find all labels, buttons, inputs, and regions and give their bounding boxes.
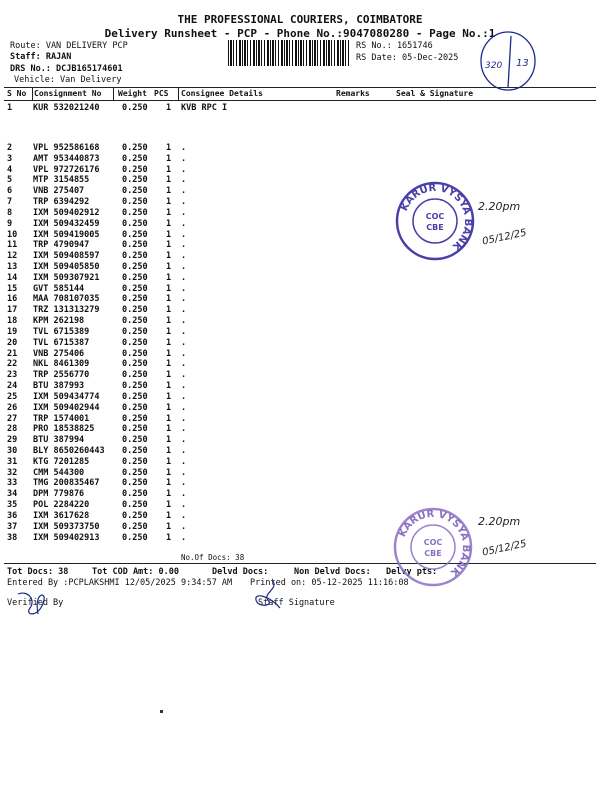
row-consignment: IXM 509408597 — [33, 251, 100, 262]
row-consignment: IXM 509307921 — [33, 272, 100, 283]
row-details: . — [181, 207, 187, 218]
row-details: KVB RPC I — [181, 103, 228, 113]
row-consignment: VPL 952586168 — [33, 143, 100, 153]
row-weight: 0.250 — [122, 197, 148, 208]
row-sno: 34 — [7, 489, 18, 500]
row-weight: 0.250 — [122, 456, 148, 467]
row-pcs: 1 — [166, 229, 172, 240]
row-sno: 21 — [7, 348, 18, 359]
row-sno: 22 — [7, 359, 18, 370]
bank-seal — [394, 180, 476, 262]
entered-by: Entered By :PCPLAKSHMI 12/05/2025 9:34:57 AM — [7, 578, 233, 588]
row-consignment: TRZ 131313279 — [33, 305, 100, 316]
row-weight: 0.250 — [122, 489, 148, 500]
row-consignment: VNB 275407 — [33, 186, 85, 197]
row-weight: 0.250 — [122, 391, 148, 402]
row-details: . — [181, 402, 187, 413]
page-note-2: 13 — [516, 58, 529, 69]
row-weight: 0.250 — [122, 413, 148, 424]
row-details: . — [181, 424, 187, 435]
row-sno: 11 — [7, 240, 18, 251]
drs-number: DRS No.: DCJB165174601 — [10, 64, 123, 74]
row-consignment: IXM 509434774 — [33, 391, 100, 402]
row-pcs: 1 — [166, 251, 172, 262]
row-pcs: 1 — [166, 240, 172, 251]
row-details: . — [181, 337, 187, 348]
row-consignment: TRP 1574001 — [33, 413, 90, 424]
row-sno: 32 — [7, 467, 18, 478]
row-details: . — [181, 175, 187, 186]
row-consignment: TRP 2556770 — [33, 370, 90, 381]
row-consignment: BTU 387993 — [33, 381, 85, 392]
row-sno: 14 — [7, 272, 18, 283]
row-pcs: 1 — [166, 294, 172, 305]
row-sno: 31 — [7, 456, 18, 467]
row-consignment: IXM 509402913 — [33, 532, 100, 543]
row-details: . — [181, 489, 187, 500]
row-pcs: 1 — [166, 348, 172, 359]
row-consignment: IXM 509402944 — [33, 402, 100, 413]
tot-cod: Tot COD Amt: 0.00 — [92, 567, 179, 577]
row-consignment: BTU 387994 — [33, 435, 85, 446]
row-pcs: 1 — [166, 316, 172, 327]
row-pcs: 1 — [166, 262, 172, 273]
row-consignment: DPM 779876 — [33, 489, 85, 500]
col-weight: Weight — [118, 89, 147, 98]
row-weight: 0.250 — [122, 510, 148, 521]
row-pcs: 1 — [166, 445, 172, 456]
row-sno: 35 — [7, 500, 18, 511]
col-details: Consignee Details — [181, 89, 263, 98]
row-weight: 0.250 — [122, 294, 148, 305]
handwritten-date-1: 05/12/25 — [481, 227, 528, 248]
staff-label: Staff: RAJAN — [10, 52, 72, 62]
row-consignment: BLY 8650260443 — [33, 445, 105, 456]
row-consignment: MTP 3154855 — [33, 175, 90, 186]
row-consignment: TRP 4790947 — [33, 240, 90, 251]
row-sno: 33 — [7, 478, 18, 489]
row-weight: 0.250 — [122, 283, 148, 294]
row-sno: 25 — [7, 391, 18, 402]
no-of-docs: No.Of Docs: 38 — [181, 553, 245, 562]
row-pcs: 1 — [166, 413, 172, 424]
row-sno: 1 — [7, 103, 13, 113]
row-pcs: 1 — [166, 510, 172, 521]
row-pcs: 1 — [166, 103, 172, 113]
row-sno: 16 — [7, 294, 18, 305]
row-sno: 15 — [7, 283, 18, 294]
row-details: . — [181, 326, 187, 337]
row-pcs: 1 — [166, 532, 172, 543]
runsheet-subtitle: Delivery Runsheet - PCP - Phone No.:9047080280 - Page No.:1 — [104, 27, 496, 40]
row-sno: 10 — [7, 229, 18, 240]
row-weight: 0.250 — [122, 240, 148, 251]
delvy-pts: Delvy pts: — [386, 567, 438, 577]
staff-signature: Staff Signature — [258, 598, 335, 608]
col-pcs: PCS — [154, 89, 169, 98]
row-weight: 0.250 — [122, 435, 148, 446]
row-pcs: 1 — [166, 175, 172, 186]
row-pcs: 1 — [166, 402, 172, 413]
row-details: . — [181, 153, 187, 164]
col-divider — [32, 88, 33, 100]
row-sno: 28 — [7, 424, 18, 435]
row-consignment: IXM 509373750 — [33, 521, 100, 532]
row-pcs: 1 — [166, 207, 172, 218]
row-pcs: 1 — [166, 326, 172, 337]
row-pcs: 1 — [166, 337, 172, 348]
row-weight: 0.250 — [122, 478, 148, 489]
row-sno: 37 — [7, 521, 18, 532]
row-consignment: TMG 200835467 — [33, 478, 100, 489]
row-details: . — [181, 348, 187, 359]
row-details: . — [181, 359, 187, 370]
row-consignment: IXM 509405850 — [33, 262, 100, 273]
row-sno: 7 — [7, 197, 13, 208]
seal-2-bank-name: KARUR VYSYA BANK — [397, 508, 472, 578]
row-details: . — [181, 305, 187, 316]
row-weight: 0.250 — [122, 337, 148, 348]
row-details: . — [181, 478, 187, 489]
rs-number: RS No.: 1651746 — [356, 41, 433, 51]
row-sno: 27 — [7, 413, 18, 424]
row-consignment: CMM 544300 — [33, 467, 85, 478]
row-pcs: 1 — [166, 197, 172, 208]
rs-date: RS Date: 05-Dec-2025 — [356, 53, 459, 63]
verified-by: Verified By — [7, 598, 64, 608]
row-details: . — [181, 186, 187, 197]
row-weight: 0.250 — [122, 305, 148, 316]
row-details: . — [181, 435, 187, 446]
row-weight: 0.250 — [122, 326, 148, 337]
row-details: . — [181, 294, 187, 305]
totals-rule — [4, 563, 596, 564]
row-details: . — [181, 391, 187, 402]
row-weight: 0.250 — [122, 381, 148, 392]
row-sno: 17 — [7, 305, 18, 316]
row-details: . — [181, 500, 187, 511]
row-details: . — [181, 272, 187, 283]
row-details: . — [181, 381, 187, 392]
row-details: . — [181, 262, 187, 273]
row-pcs: 1 — [166, 435, 172, 446]
verified-signature — [14, 588, 54, 620]
row-pcs: 1 — [166, 359, 172, 370]
seal-bank-name: KARUR VYSYA BANK — [399, 182, 474, 252]
row-details: . — [181, 532, 187, 543]
row-pcs: 1 — [166, 143, 172, 153]
row-weight: 0.250 — [122, 218, 148, 229]
row-details: . — [181, 240, 187, 251]
row-pcs: 1 — [166, 391, 172, 402]
row-pcs: 1 — [166, 218, 172, 229]
row-pcs: 1 — [166, 381, 172, 392]
non-delvd-docs: Non Delvd Docs: — [294, 567, 371, 577]
row-weight: 0.250 — [122, 103, 148, 113]
row-sno: 24 — [7, 381, 18, 392]
row-consignment: IXM 3617628 — [33, 510, 90, 521]
row-sno: 19 — [7, 326, 18, 337]
row-consignment: MAA 708107035 — [33, 294, 100, 305]
row-weight: 0.250 — [122, 262, 148, 273]
row-pcs: 1 — [166, 456, 172, 467]
row-consignment: IXM 509432459 — [33, 218, 100, 229]
row-sno: 29 — [7, 435, 18, 446]
row-consignment: VPL 972726176 — [33, 164, 100, 175]
row-weight: 0.250 — [122, 272, 148, 283]
row-details: . — [181, 510, 187, 521]
speck — [160, 710, 163, 713]
row-consignment: IXM 509402912 — [33, 207, 100, 218]
row-pcs: 1 — [166, 305, 172, 316]
row-details: . — [181, 445, 187, 456]
row-sno: 3 — [7, 153, 13, 164]
row-pcs: 1 — [166, 489, 172, 500]
row-consignment: NKL 8461309 — [33, 359, 90, 370]
row-details: . — [181, 283, 187, 294]
row-sno: 4 — [7, 164, 13, 175]
row-consignment: KTG 7201285 — [33, 456, 90, 467]
row-consignment: GVT 585144 — [33, 283, 85, 294]
row-details: . — [181, 316, 187, 327]
tot-docs: Tot Docs: 38 — [7, 567, 69, 577]
row-details: . — [181, 229, 187, 240]
row-sno: 13 — [7, 262, 18, 273]
delvd-docs: Delvd Docs: — [212, 567, 269, 577]
seal-2-inner-2: CBE — [424, 549, 442, 558]
row-sno: 18 — [7, 316, 18, 327]
row-weight: 0.250 — [122, 424, 148, 435]
vehicle-label: Vehicle: Van Delivery — [14, 75, 122, 85]
row-weight: 0.250 — [122, 348, 148, 359]
row-details: . — [181, 197, 187, 208]
row-weight: 0.250 — [122, 359, 148, 370]
row-pcs: 1 — [166, 500, 172, 511]
row-sno: 8 — [7, 207, 13, 218]
row-sno: 2 — [7, 143, 13, 153]
col-consignment: Consignment No — [34, 89, 102, 98]
row-pcs: 1 — [166, 521, 172, 532]
seal-inner-2: CBE — [426, 223, 444, 232]
row-pcs: 1 — [166, 186, 172, 197]
row-weight: 0.250 — [122, 532, 148, 543]
row-sno: 5 — [7, 175, 13, 186]
handwritten-time-1: 2.20pm — [478, 200, 521, 213]
row-sno: 38 — [7, 532, 18, 543]
row-weight: 0.250 — [122, 186, 148, 197]
row-consignment: POL 2284220 — [33, 500, 90, 511]
row-details: . — [181, 467, 187, 478]
staff-signature-scribble — [250, 578, 290, 612]
col-divider — [113, 88, 114, 100]
handwritten-date-2: 05/12/25 — [481, 538, 528, 559]
seal-2-inner-1: COC — [423, 538, 443, 547]
row-weight: 0.250 — [122, 316, 148, 327]
handwritten-page-note — [478, 30, 538, 92]
row-weight: 0.250 — [122, 143, 148, 153]
row-consignment: KUR 532021240 — [33, 103, 100, 113]
company-title: THE PROFESSIONAL COURIERS, COIMBATORE — [177, 13, 423, 26]
row-pcs: 1 — [166, 164, 172, 175]
row-consignment: AMT 953440873 — [33, 153, 100, 164]
row-weight: 0.250 — [122, 402, 148, 413]
row-weight: 0.250 — [122, 370, 148, 381]
row-weight: 0.250 — [122, 207, 148, 218]
col-remarks: Remarks — [336, 89, 370, 98]
row-consignment: TVL 6715389 — [33, 326, 90, 337]
row-pcs: 1 — [166, 370, 172, 381]
row-details: . — [181, 456, 187, 467]
printed-on: Printed on: 05-12-2025 11:16:08 — [250, 578, 409, 588]
row-consignment: PRO 18538825 — [33, 424, 95, 435]
row-weight: 0.250 — [122, 164, 148, 175]
row-sno: 36 — [7, 510, 18, 521]
col-divider — [178, 88, 179, 100]
route-label: Route: VAN DELIVERY PCP — [10, 41, 128, 51]
row-consignment: VNB 275406 — [33, 348, 85, 359]
row-pcs: 1 — [166, 272, 172, 283]
barcode — [228, 40, 350, 66]
row-details: . — [181, 370, 187, 381]
row-consignment: TVL 6715387 — [33, 337, 90, 348]
row-sno: 9 — [7, 218, 13, 229]
row-pcs: 1 — [166, 467, 172, 478]
row-details: . — [181, 251, 187, 262]
row-weight: 0.250 — [122, 467, 148, 478]
row-consignment: IXM 509419005 — [33, 229, 100, 240]
row-weight: 0.250 — [122, 521, 148, 532]
page-note-1: 320 — [485, 61, 503, 71]
row-details: . — [181, 164, 187, 175]
row-sno: 30 — [7, 445, 18, 456]
row-weight: 0.250 — [122, 229, 148, 240]
row-consignment: KPM 262198 — [33, 316, 85, 327]
row-weight: 0.250 — [122, 251, 148, 262]
row-pcs: 1 — [166, 283, 172, 294]
handwritten-time-2: 2.20pm — [478, 515, 521, 528]
row-sno: 6 — [7, 186, 13, 197]
row-pcs: 1 — [166, 153, 172, 164]
row-weight: 0.250 — [122, 445, 148, 456]
col-sno: S No — [7, 89, 27, 98]
row-sno: 23 — [7, 370, 18, 381]
bank-seal-2 — [392, 506, 474, 588]
table-header-rule — [4, 100, 596, 101]
row-weight: 0.250 — [122, 500, 148, 511]
row-weight: 0.250 — [122, 153, 148, 164]
row-sno: 12 — [7, 251, 18, 262]
row-weight: 0.250 — [122, 175, 148, 186]
row-pcs: 1 — [166, 424, 172, 435]
seal-inner-1: COC — [425, 212, 445, 221]
row-details: . — [181, 143, 187, 153]
row-details: . — [181, 413, 187, 424]
row-details: . — [181, 218, 187, 229]
row-details: . — [181, 521, 187, 532]
row-sno: 26 — [7, 402, 18, 413]
row-consignment: TRP 6394292 — [33, 197, 90, 208]
row-pcs: 1 — [166, 478, 172, 489]
col-seal: Seal & Signature — [396, 89, 474, 98]
row-sno: 20 — [7, 337, 18, 348]
